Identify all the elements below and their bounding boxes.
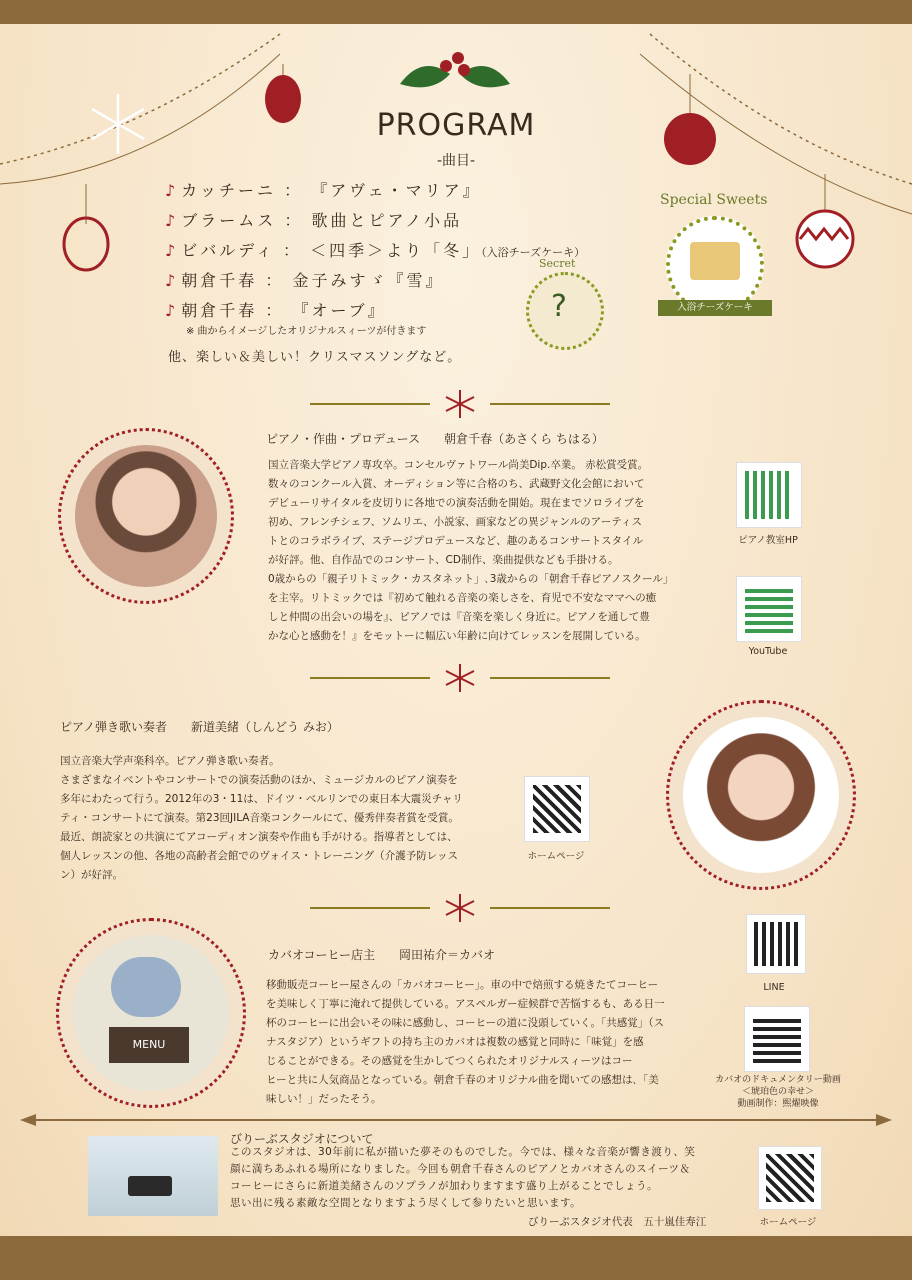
- performer-bio: 移動販売コーヒー屋さんの「カバオコーヒー」。車の中で焙煎する焼きたてコーヒー を美味しく丁寧に淹れて提供している。アスペルガー症候群で苦悩するも、ある日一 杯のコーヒーに出会いその味に感動し、コーヒーの道に没頭していく。「共感覚」（ス ナスタジア）というギフトの持ち主のカバオは複数の感覚と同時に「味覚」を感 じることができる。その感覚を生かしてつくられたオリジナルスィーツはコー ヒーと共に人気商品となっている。朝倉千春のオリジナル曲を聞いての感想は､「美 味しい！」だったそう。: [266, 979, 665, 1105]
- music-note-icon: ♪: [165, 211, 176, 230]
- bottom-band: [0, 1236, 912, 1280]
- program-item: ♪ 朝倉千春 ： 『オーブ』: [165, 301, 387, 320]
- qr-code-icon[interactable]: [758, 1146, 822, 1210]
- program-item: ♪ ビバルディ ： ＜四季＞より「冬」（入浴チーズケーキ）: [165, 241, 586, 260]
- qr-code-icon[interactable]: [736, 462, 802, 528]
- menu-sign: MENU: [109, 1027, 189, 1063]
- program-item: ♪ カッチーニ ： 『アヴェ・マリア』: [165, 181, 482, 200]
- separator-line: [20, 1112, 892, 1128]
- program-title: PROGRAM: [376, 108, 536, 143]
- qr-code-icon[interactable]: [524, 776, 590, 842]
- music-note-icon: ♪: [165, 241, 176, 260]
- divider: [300, 890, 620, 926]
- qr-label: LINE: [763, 982, 785, 993]
- performer-bio: 国立音楽大学ピアノ専攻卒。コンセルヴァトワール尚美Dip.卒業。 赤松賞受賞。 数々のコンクール入賞、オーディション等に合格のち、武蔵野文化会館において デビューリサイタルを皮切りに各地での演奏活動を開始。現在までソロライブを 初め、フレンチシェフ、ソムリエ、小説家、画家などの異ジャンルのアーティス トとのコラボライブ、ステージプロデュースなど、趣のあるコンサートスタイル が好評。他、自作品でのコンサート、CD制作、楽曲提供なども手掛ける。 0歳からの「親子リトミック・カスタネット」､3歳からの「朝倉千春ピアノスクール」 を主宰。リトミックでは『初めて触れる音楽の楽しさを、育児で不安なママへの癒 しと仲間の出会いの場を』、ピアノでは『音楽を楽しく身近に。ピアノを通して豊 かな心と感動を！』をモットーに幅広い年齢に向けてレッスンを展開している。: [268, 459, 674, 642]
- ornament-icon: [797, 211, 853, 267]
- snowflake-icon: [446, 390, 474, 418]
- program-item: ♪ 朝倉千春 ： 金子みすゞ『雪』: [165, 271, 445, 290]
- music-note-icon: ♪: [165, 271, 176, 290]
- performer-heading: ピアノ弾き歌い奏者 新道美緒（しんどう みお）: [60, 720, 339, 734]
- qr-label: ホームページ: [527, 851, 585, 862]
- qr-label: ホームページ: [759, 1217, 817, 1228]
- qr-code-icon[interactable]: [744, 1006, 810, 1072]
- cake-image: [690, 242, 740, 280]
- studio-signature: びりーぶスタジオ代表 五十嵐佳寿江: [528, 1216, 707, 1228]
- snowflake-icon: [446, 894, 474, 922]
- qr-code-icon[interactable]: [736, 576, 802, 642]
- qr-code-icon[interactable]: [746, 914, 806, 974]
- qr-label: YouTube: [748, 646, 788, 657]
- secret-badge: Secret ?: [526, 272, 604, 350]
- performer-illustration: [56, 918, 246, 1108]
- program-item: ♪ ブラームス ： 歌曲とピアノ小品: [165, 211, 463, 230]
- performer-bio: 国立音楽大学声楽科卒。ピアノ弾き歌い奏者。 さまざまなイベントやコンサートでの演奏活動のほか、ミュージカルのピアノ演奏を 多年にわたって行う。2012年の3・11は、ドイツ・ベルリンでの東日本大震災チャリ ティ・コンサートにて演奏。第23回JILA音楽コンクールにて、優秀伴奏者賞を受賞。 最近、朗読家との共演にてアコーディオン演奏や作曲も手がける。指導者としては、 個人レッスンの他、各地の高齢者会館でのヴォイス・トレーニング（介護予防レッス ン）が好評。: [60, 755, 463, 881]
- performer-heading: ピアノ・作曲・プロデュース 朝倉千春（あさくら ちはる）: [266, 432, 604, 446]
- qr-label: ピアノ教室HP: [738, 535, 798, 546]
- performer-heading: カバオコーヒー店主 岡田祐介＝カバオ: [268, 948, 496, 962]
- studio-text: このスタジオは、30年前に私が描いた夢そのものでした。今では、様々な音楽が響き渡り、笑 顔に満ちあふれる場所になりました。今回も朝倉千春さんのピアノとカバオさんのスイーツ＆ コーヒーにさらに新道美緒さんのソプラノが加わりますます盛り上がることでしょう。 思い出に残る素敵な空間となりますよう尽くして参りたいと思います。: [230, 1146, 696, 1209]
- program-others: 他、楽しい＆美しい！クリスマスソングなど。: [168, 350, 462, 365]
- qr-label: カバオのドキュメンタリー動画 ＜琥珀色の幸せ＞ 動画制作：煕燿映像: [715, 1075, 841, 1109]
- ornament-icon: [64, 218, 108, 270]
- program-subtitle: -曲目-: [436, 153, 476, 169]
- divider: [300, 386, 620, 422]
- performer-photo: [58, 428, 234, 604]
- studio-heading: びりーぶスタジオについて: [230, 1132, 374, 1146]
- music-note-icon: ♪: [165, 301, 176, 320]
- special-sweets-badge: Special Sweets 入浴チーズケーキ: [666, 216, 764, 314]
- holly-icon: [392, 44, 518, 100]
- snowflake-icon: [446, 664, 474, 692]
- question-icon: ?: [551, 289, 567, 324]
- program-note: ※ 曲からイメージしたオリジナルスィーツが付きます: [186, 326, 427, 337]
- divider: [300, 660, 620, 696]
- top-band: [0, 0, 912, 24]
- studio-photo: [88, 1136, 218, 1216]
- performer-photo: [666, 700, 856, 890]
- music-note-icon: ♪: [165, 181, 176, 200]
